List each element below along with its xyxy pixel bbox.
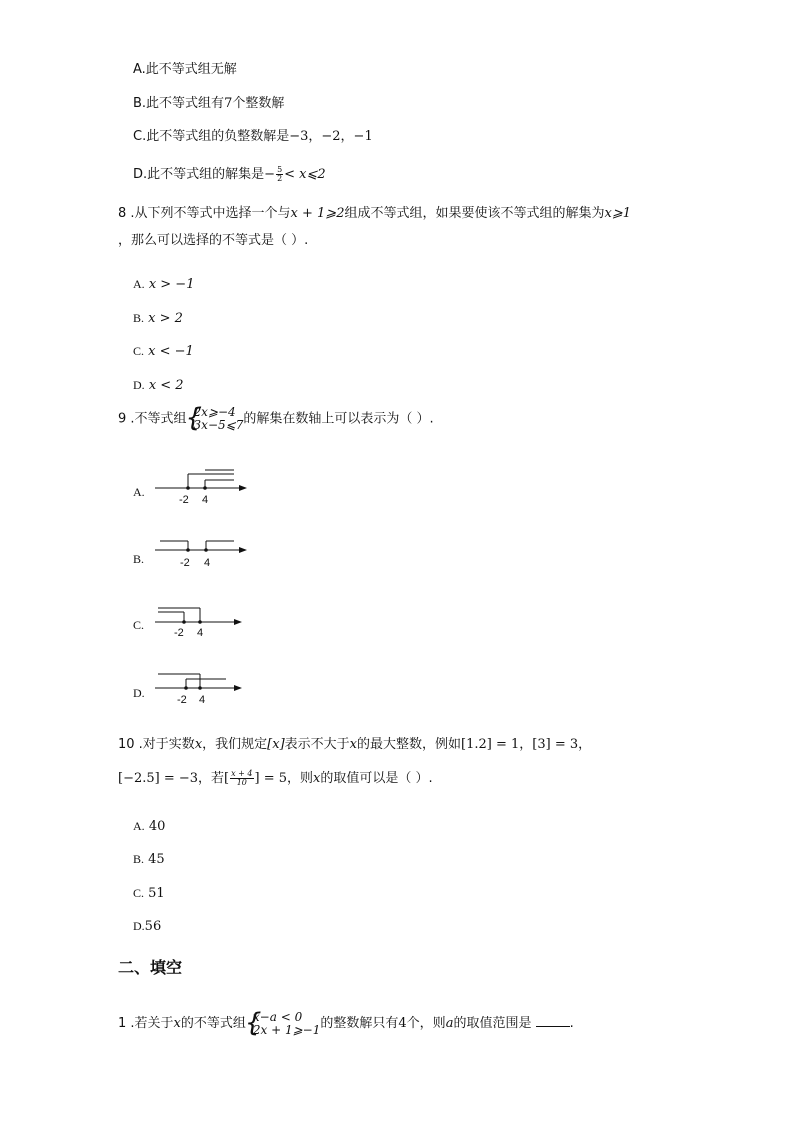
point-minus-2	[186, 486, 190, 490]
q9-option-a-numberline	[150, 466, 260, 510]
point-4	[198, 686, 202, 690]
q8-option-d: D. x < 2	[133, 378, 184, 393]
fill-q1-stem: 1 .若关于x的不等式组 { x−a < 0 2x + 1⩾−1 的整数解只有4个，则a的取值范围是 .	[118, 1010, 574, 1038]
tick-label-4: 4	[197, 627, 204, 639]
q7-option-b: B.此不等式组有7个整数解	[133, 96, 285, 111]
q7-option-c: C.此不等式组的负整数解是−3，−2，−1	[133, 129, 373, 144]
q7-option-a: A.此不等式组无解	[133, 62, 237, 77]
q9-option-d-numberline	[150, 668, 260, 712]
answer-blank[interactable]	[536, 1014, 570, 1027]
q10-option-d: D.56	[133, 919, 162, 934]
q9-option-d-label: D.	[133, 686, 145, 700]
q8-stem-line2: ，那么可以选择的不等式是（ ）.	[118, 233, 309, 248]
q8-option-b: B. x > 2	[133, 311, 183, 326]
section-title-fill-in: 二、填空	[118, 958, 183, 977]
tick-label-4: 4	[202, 494, 209, 506]
q10-option-c: C. 51	[133, 886, 165, 901]
tick-label-4: 4	[199, 694, 206, 706]
tick-label-minus-2: -2	[179, 494, 189, 506]
q9-stem: 9 .不等式组 { 2x⩾−4 3x−5⩽7 的解集在数轴上可以表示为（ ）.	[118, 406, 434, 433]
q10-stem-line2: [−2.5] = −3，若[ $\frac{x + 4}{10}$ ] = 5，则x的取值可以是（ ）.	[118, 769, 433, 787]
axis-arrow	[234, 619, 242, 625]
fraction: $\frac{x + 4}{10}$	[231, 769, 253, 787]
q9-option-c-label: C.	[133, 618, 145, 632]
q10-stem-line1: 10 .对于实数x，我们规定[x]表示不大于x的最大整数，例如[1.2] = 1，[3] = 3，	[118, 737, 592, 752]
q9-option-b-label: B.	[133, 552, 145, 566]
point-minus-2	[184, 686, 188, 690]
tick-label-4: 4	[204, 557, 211, 569]
axis-arrow	[234, 685, 242, 691]
q10-option-a: A. 40	[133, 819, 166, 834]
fraction: $\frac{5}{2}$	[277, 165, 283, 183]
q8-stem-line1: 8 .从下列不等式中选择一个与x + 1⩾2组成不等式组，如果要使该不等式组的解集为x⩾1	[118, 206, 631, 221]
q9-option-a-label: A.	[133, 485, 145, 499]
q8-option-c: C. x < −1	[133, 344, 194, 359]
axis-arrow	[239, 547, 247, 553]
point-4	[204, 548, 208, 552]
point-minus-2	[186, 548, 190, 552]
tick-label-minus-2: -2	[174, 627, 184, 639]
point-4	[203, 486, 207, 490]
point-4	[198, 620, 202, 624]
q10-option-b: B. 45	[133, 852, 165, 867]
tick-label-minus-2: -2	[180, 557, 190, 569]
point-minus-2	[182, 620, 186, 624]
q9-option-c-numberline	[150, 600, 260, 644]
axis-arrow	[239, 485, 247, 491]
q9-option-b-numberline	[150, 534, 260, 578]
inequality-system: { 2x⩾−4 3x−5⩽7	[187, 406, 244, 432]
tick-label-minus-2: -2	[177, 694, 187, 706]
q8-option-a: A. x > −1	[133, 277, 195, 292]
q7-option-d: D.此不等式组的解集是− $\frac{5}{2}$ < x⩽2	[133, 165, 326, 183]
inequality-system: { x−a < 0 2x + 1⩾−1	[246, 1011, 320, 1037]
